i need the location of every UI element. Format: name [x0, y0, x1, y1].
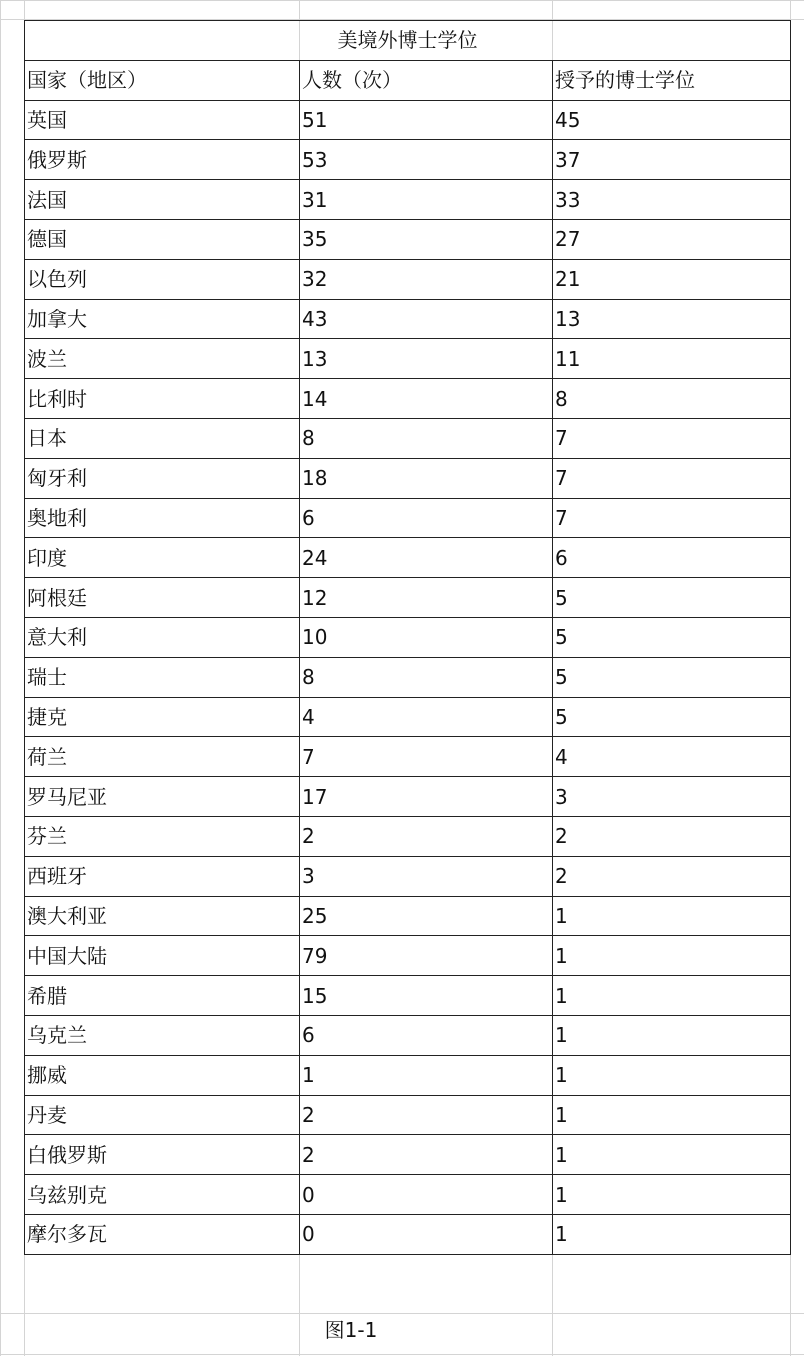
cell-country[interactable]: 乌兹别克 — [25, 1175, 300, 1215]
table-row — [25, 1095, 791, 1135]
table-row — [25, 100, 791, 140]
cell-country[interactable]: 匈牙利 — [25, 458, 300, 498]
cell-country[interactable]: 比利时 — [25, 379, 300, 419]
cell-degrees[interactable]: 3 — [553, 777, 791, 817]
cell-degrees[interactable]: 5 — [553, 578, 791, 618]
cell-country[interactable]: 英国 — [25, 100, 300, 140]
cell-degrees[interactable]: 8 — [553, 379, 791, 419]
cell-count[interactable]: 12 — [300, 578, 553, 618]
header-cell-count[interactable]: 人数（次） — [300, 60, 553, 100]
table-row — [25, 617, 791, 657]
cell-country[interactable]: 法国 — [25, 180, 300, 220]
cell-count[interactable]: 53 — [300, 140, 553, 180]
cell-count[interactable]: 6 — [300, 498, 553, 538]
cell-count[interactable]: 18 — [300, 458, 553, 498]
table-row — [25, 379, 791, 419]
cell-degrees[interactable]: 5 — [553, 617, 791, 657]
cell-count[interactable]: 8 — [300, 657, 553, 697]
cell-country[interactable]: 丹麦 — [25, 1095, 300, 1135]
cell-country[interactable]: 希腊 — [25, 976, 300, 1016]
header-cell-country[interactable]: 国家（地区） — [25, 60, 300, 100]
cell-count[interactable]: 35 — [300, 219, 553, 259]
cell-degrees[interactable]: 2 — [553, 816, 791, 856]
table-row — [25, 936, 791, 976]
cell-count[interactable]: 7 — [300, 737, 553, 777]
cell-count[interactable]: 51 — [300, 100, 553, 140]
cell-country[interactable]: 阿根廷 — [25, 578, 300, 618]
data-table-container — [24, 20, 790, 1255]
data-table — [24, 20, 791, 1255]
cell-country[interactable]: 波兰 — [25, 339, 300, 379]
figure-caption[interactable]: 图1-1 — [324, 1318, 378, 1342]
cell-degrees[interactable]: 1 — [553, 1175, 791, 1215]
cell-count[interactable]: 2 — [300, 1095, 553, 1135]
cell-country[interactable]: 意大利 — [25, 617, 300, 657]
grid-line — [0, 1354, 804, 1355]
cell-count[interactable]: 2 — [300, 816, 553, 856]
cell-count[interactable]: 25 — [300, 896, 553, 936]
cell-country[interactable]: 俄罗斯 — [25, 140, 300, 180]
cell-country[interactable]: 澳大利亚 — [25, 896, 300, 936]
table-row — [25, 538, 791, 578]
cell-count[interactable]: 6 — [300, 1015, 553, 1055]
cell-country[interactable]: 白俄罗斯 — [25, 1135, 300, 1175]
table-row — [25, 219, 791, 259]
table-row — [25, 1214, 791, 1254]
cell-degrees[interactable]: 1 — [553, 896, 791, 936]
table-row — [25, 259, 791, 299]
cell-degrees[interactable]: 2 — [553, 856, 791, 896]
cell-degrees[interactable]: 5 — [553, 697, 791, 737]
cell-count[interactable]: 79 — [300, 936, 553, 976]
table-row — [25, 856, 791, 896]
cell-country[interactable]: 摩尔多瓦 — [25, 1214, 300, 1254]
table-row — [25, 1175, 791, 1215]
table-row — [25, 458, 791, 498]
cell-country[interactable]: 荷兰 — [25, 737, 300, 777]
cell-degrees[interactable]: 33 — [553, 180, 791, 220]
cell-degrees[interactable]: 7 — [553, 498, 791, 538]
table-row — [25, 657, 791, 697]
cell-count[interactable]: 17 — [300, 777, 553, 817]
cell-count[interactable]: 4 — [300, 697, 553, 737]
cell-degrees[interactable]: 1 — [553, 1015, 791, 1055]
cell-country[interactable]: 瑞士 — [25, 657, 300, 697]
cell-degrees[interactable]: 11 — [553, 339, 791, 379]
cell-count[interactable]: 24 — [300, 538, 553, 578]
cell-country[interactable]: 以色列 — [25, 259, 300, 299]
table-row — [25, 697, 791, 737]
table-row — [25, 498, 791, 538]
table-row — [25, 1135, 791, 1175]
table-row — [25, 816, 791, 856]
cell-count[interactable]: 1 — [300, 1055, 553, 1095]
table-row — [25, 578, 791, 618]
cell-degrees[interactable]: 1 — [553, 1214, 791, 1254]
table-title[interactable]: 美境外博士学位 — [25, 21, 791, 61]
table-row — [25, 777, 791, 817]
table-row — [25, 976, 791, 1016]
cell-degrees[interactable]: 6 — [553, 538, 791, 578]
cell-count[interactable]: 0 — [300, 1214, 553, 1254]
cell-degrees[interactable]: 5 — [553, 657, 791, 697]
cell-count[interactable]: 13 — [300, 339, 553, 379]
cell-degrees[interactable]: 45 — [553, 100, 791, 140]
cell-country[interactable]: 西班牙 — [25, 856, 300, 896]
cell-degrees[interactable]: 7 — [553, 418, 791, 458]
cell-country[interactable]: 捷克 — [25, 697, 300, 737]
table-row — [25, 180, 791, 220]
cell-degrees[interactable]: 13 — [553, 299, 791, 339]
cell-degrees[interactable]: 7 — [553, 458, 791, 498]
cell-count[interactable]: 10 — [300, 617, 553, 657]
cell-degrees[interactable]: 27 — [553, 219, 791, 259]
cell-country[interactable]: 日本 — [25, 418, 300, 458]
cell-count[interactable]: 2 — [300, 1135, 553, 1175]
cell-count[interactable]: 31 — [300, 180, 553, 220]
cell-degrees[interactable]: 21 — [553, 259, 791, 299]
grid-line — [0, 1313, 804, 1314]
cell-degrees[interactable]: 1 — [553, 1095, 791, 1135]
header-cell-degrees[interactable]: 授予的博士学位 — [553, 60, 791, 100]
cell-degrees[interactable]: 1 — [553, 936, 791, 976]
table-row — [25, 418, 791, 458]
cell-country[interactable]: 德国 — [25, 219, 300, 259]
table-row — [25, 140, 791, 180]
cell-count[interactable]: 3 — [300, 856, 553, 896]
cell-degrees[interactable]: 1 — [553, 976, 791, 1016]
table-row — [25, 737, 791, 777]
cell-country[interactable]: 罗马尼亚 — [25, 777, 300, 817]
cell-count[interactable]: 14 — [300, 379, 553, 419]
cell-count[interactable]: 8 — [300, 418, 553, 458]
title-row — [25, 21, 791, 61]
cell-country[interactable]: 中国大陆 — [25, 936, 300, 976]
header-row — [25, 60, 791, 100]
cell-country[interactable]: 加拿大 — [25, 299, 300, 339]
table-row — [25, 339, 791, 379]
table-row — [25, 1055, 791, 1095]
cell-count[interactable]: 43 — [300, 299, 553, 339]
cell-count[interactable]: 0 — [300, 1175, 553, 1215]
cell-country[interactable]: 芬兰 — [25, 816, 300, 856]
cell-count[interactable]: 32 — [300, 259, 553, 299]
cell-degrees[interactable]: 1 — [553, 1135, 791, 1175]
table-row — [25, 1015, 791, 1055]
cell-country[interactable]: 挪威 — [25, 1055, 300, 1095]
cell-degrees[interactable]: 1 — [553, 1055, 791, 1095]
cell-country[interactable]: 乌克兰 — [25, 1015, 300, 1055]
table-row — [25, 299, 791, 339]
cell-country[interactable]: 印度 — [25, 538, 300, 578]
table-row — [25, 896, 791, 936]
cell-degrees[interactable]: 4 — [553, 737, 791, 777]
cell-country[interactable]: 奥地利 — [25, 498, 300, 538]
cell-count[interactable]: 15 — [300, 976, 553, 1016]
cell-degrees[interactable]: 37 — [553, 140, 791, 180]
